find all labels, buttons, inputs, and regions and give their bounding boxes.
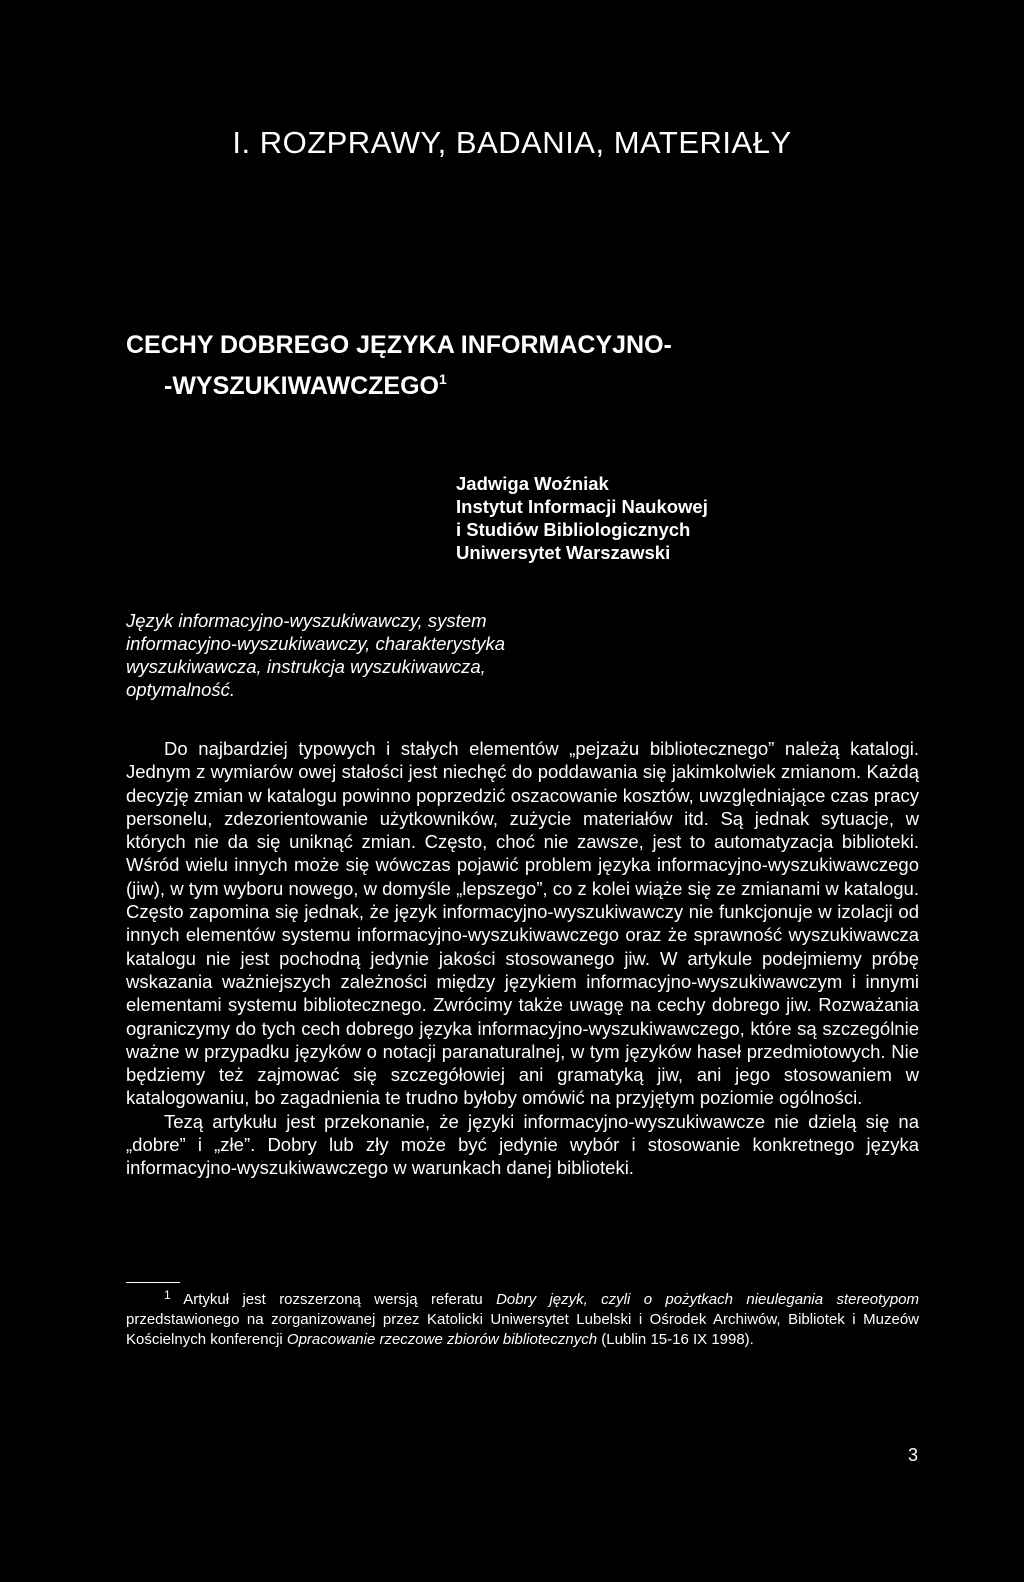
author-affiliation-line: Uniwersytet Warszawski [456, 542, 671, 563]
author-affiliation-line: i Studiów Bibliologicznych [456, 519, 691, 540]
keywords: Język informacyjno-wyszukiwawczy, system informacyjno-wyszukiwawczy, charakterystyka wyszukiwawcza, instrukcja wyszukiwawcza, optymalność. [126, 610, 506, 700]
footnote-separator [126, 1282, 180, 1283]
footnote-text-after: (Lublin 15-16 IX 1998). [597, 1331, 754, 1348]
article-title-line-1: CECHY DOBREGO JĘZYKA INFORMACYJNO- [126, 331, 672, 359]
author-affiliation-line: Instytut Informacji Naukowej [456, 496, 708, 517]
footnote-conference-title: Opracowanie rzeczowe zbiorów bibliotecznych [286, 1331, 598, 1348]
article-title-line-2 [126, 362, 926, 403]
author-name: Jadwiga Woźniak [456, 473, 609, 494]
body-paragraph: Tezą artykułu jest przekonanie, że języki informacyjno-wyszukiwawcze nie dzielą się na „dobre” i „złe”. Dobry lub zły może być jedynie wybór i stosowanie konkretnego języka informacyjno-wyszukiwawczego w warunkach danej biblioteki. [126, 1110, 919, 1179]
article-title [126, 328, 926, 403]
footnote-text-before: Artykuł jest rozszerzoną wersją referatu [183, 1291, 497, 1308]
article-body [126, 737, 919, 1180]
body-paragraph: Do najbardziej typowych i stałych elementów „pejzażu bibliotecznego” należą katalogi. Jednym z wymiarów owej stałości jest niechęć do poddawania się jakimkolwiek zmianom. Każdą decyzję zmian w katalogu powinno poprzedzić oszacowanie kosztów, uwzględniające czas pracy personelu, zdezorientowanie użytkowników, zużycie materiałów itd. Są jednak sytuacje, w których nie da się uniknąć zmian. Często, choć nie zawsze, jest to automatyzacja biblioteki. Wśród wielu innych może się wówczas pojawić problem języka informacyjno-wyszukiwawczego (jiw), w tym wyboru nowego, w domyśle „lepszego”, co z kolei wiąże się ze zmianami w katalogu. Często zapomina się jednak, że język informacyjno-wyszukiwawczy nie funkcjonuje w izolacji od innych elementów systemu informacyjno-wyszukiwawczego oraz że sprawność wyszukiwawcza katalogu nie jest pochodną jedynie jakości stosowanego jiw. W artykule podejmiemy próbę wskazania ważniejszych zależności między językiem informacyjno-wyszukiwawczym i innymi elementami systemu bibliotecznego. Zwrócimy także uwagę na cechy dobrego jiw. Rozważania ograniczymy do tych cech dobrego języka informacyjno-wyszukiwawczego, które są szczególnie ważne w przypadku języków o notacji paranaturalnej, w tym języków haseł przedmiotowych. Nie będziemy też zajmować się szczegółowiej ani gramatyką jiw, ani jego stosowaniem w katalogowaniu, bo zagadnienia te trudno byłoby omówić na przyjętym poziomie ogólności. [126, 738, 919, 1109]
page-number: 3 [907, 1445, 918, 1465]
footnote-text-middle: przedstawionego na zorganizowanej przez Katolicki Uniwersytet Lubelski i Ośrodek Archiwów, Bibliotek i Muzeów Kościelnych konferencji [126, 1311, 919, 1348]
footnote-paragraph [126, 1285, 919, 1350]
article-title-line-2-text: -WYSZUKIWAWCZEGO [164, 372, 439, 400]
footnote [126, 1285, 919, 1350]
title-footnote-mark: 1 [438, 371, 447, 387]
section-heading: I. ROZPRAWY, BADANIA, MATERIAŁY [232, 125, 792, 160]
footnote-cited-title: Dobry język, czyli o pożytkach nieulegania stereotypom [496, 1291, 919, 1308]
footnote-mark: 1 [164, 1288, 171, 1302]
author-block [456, 472, 896, 564]
